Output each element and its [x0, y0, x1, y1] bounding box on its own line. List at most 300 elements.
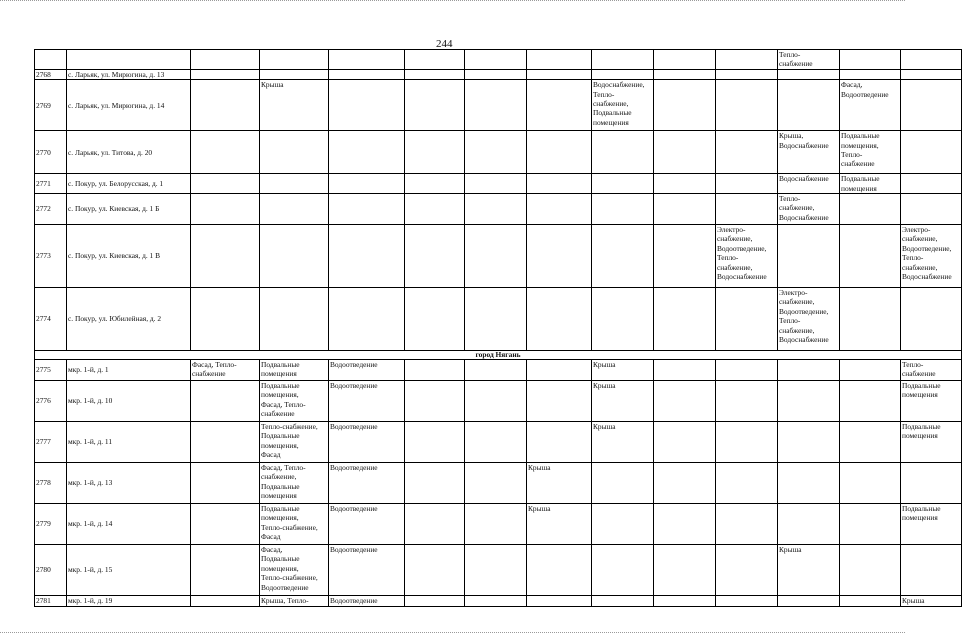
- work-type-cell: [191, 80, 260, 131]
- work-type-line: Подвальные: [902, 504, 941, 514]
- work-type-cell: [654, 596, 716, 607]
- work-type-cell: [405, 381, 465, 422]
- work-type-cell: [465, 360, 527, 381]
- work-type-cell: [716, 225, 778, 288]
- work-type-line: Тепло-снабжение,: [261, 573, 318, 583]
- work-type-cell: [716, 463, 778, 504]
- work-type-cell: [329, 596, 405, 607]
- work-type-line: Тепло-снабжение,: [261, 422, 318, 432]
- work-type-cell: [654, 381, 716, 422]
- work-type-cell: [329, 80, 405, 131]
- table-body: [35, 50, 962, 607]
- work-type-cell: [654, 131, 716, 174]
- work-type-cell: [465, 225, 527, 288]
- work-type-line: Водоотведение,: [717, 243, 767, 253]
- work-type-cell: [840, 463, 901, 504]
- work-type-line: Тепло-: [902, 360, 924, 370]
- work-type-line: Водоотведение,: [902, 243, 952, 253]
- work-type-cell: [329, 463, 405, 504]
- table-row: [35, 596, 962, 607]
- work-type-cell: [527, 360, 592, 381]
- row-number: 2768: [35, 69, 67, 79]
- work-type-cell: [465, 69, 527, 79]
- work-type-cell: [405, 80, 465, 131]
- work-type-cell: [592, 174, 654, 194]
- work-type-line: Водоотведение: [330, 596, 378, 606]
- work-type-cell: [527, 504, 592, 545]
- work-type-cell: [654, 545, 716, 596]
- address-cell: с. Покур, ул. Юбилейная, д. 2: [67, 288, 191, 351]
- work-type-cell: [465, 422, 527, 463]
- work-type-cell: [840, 381, 901, 422]
- work-type-cell: [592, 360, 654, 381]
- work-type-line: помещения,: [261, 513, 299, 523]
- address-cell: с. Покур, ул. Киевская, д. 1 В: [67, 225, 191, 288]
- work-type-line: помещения: [841, 183, 877, 193]
- work-type-line: Водоснабжение: [902, 272, 952, 282]
- work-type-cell: [592, 596, 654, 607]
- work-type-cell: [654, 225, 716, 288]
- work-type-cell: [260, 422, 329, 463]
- work-type-cell: [260, 463, 329, 504]
- table-row: [35, 194, 962, 225]
- work-type-cell: [405, 225, 465, 288]
- work-type-cell: [260, 360, 329, 381]
- work-type-cell: [778, 545, 840, 596]
- work-type-cell: [592, 422, 654, 463]
- work-type-line: Подвальные: [593, 108, 632, 118]
- work-type-cell: [901, 463, 962, 504]
- work-type-cell: [840, 174, 901, 194]
- work-type-line: снабжение,: [717, 234, 753, 244]
- work-type-line: Тепло-: [902, 253, 924, 263]
- work-type-line: Водоотведение: [330, 545, 378, 555]
- work-type-cell: [191, 69, 260, 79]
- work-type-line: Водоотведение: [841, 89, 889, 99]
- work-type-cell: [654, 504, 716, 545]
- table-row: [35, 422, 962, 463]
- work-type-line: Подвальные: [261, 554, 300, 564]
- work-type-line: Подвальные: [261, 504, 300, 514]
- work-type-cell: [191, 422, 260, 463]
- work-type-cell: [901, 80, 962, 131]
- address-cell: мкр. 1-й, д. 14: [67, 504, 191, 545]
- work-type-line: Тепло-: [779, 194, 801, 204]
- work-type-cell: [329, 360, 405, 381]
- work-type-cell: [465, 80, 527, 131]
- work-type-line: Крыша: [779, 545, 802, 555]
- work-type-cell: [592, 288, 654, 351]
- work-type-cell: [716, 596, 778, 607]
- row-number: 2770: [35, 131, 67, 174]
- work-type-line: Крыша: [528, 504, 551, 514]
- work-type-cell: [901, 504, 962, 545]
- work-type-cell: [901, 422, 962, 463]
- table-row: [35, 360, 962, 381]
- table-row: [35, 80, 962, 131]
- work-type-line: Подвальные: [261, 481, 300, 491]
- work-type-line: Тепло-: [593, 89, 615, 99]
- work-type-cell: [840, 131, 901, 174]
- table-row-top: [35, 50, 962, 70]
- address-cell: мкр. 1-й, д. 11: [67, 422, 191, 463]
- work-type-cell: [778, 174, 840, 194]
- table-row: [35, 225, 962, 288]
- work-type-cell: [527, 381, 592, 422]
- work-type-cell: [716, 80, 778, 131]
- work-type-line: помещения: [902, 390, 938, 400]
- work-type-line: Водоотведение: [330, 381, 378, 391]
- work-type-cell: [329, 131, 405, 174]
- work-type-cell: [191, 504, 260, 545]
- work-type-cell: [191, 131, 260, 174]
- row-number: 2775: [35, 360, 67, 381]
- page-number: 244: [436, 38, 453, 50]
- row-number: 2773: [35, 225, 67, 288]
- work-type-cell: [901, 69, 962, 79]
- work-type-cell: [405, 422, 465, 463]
- work-type-line: Подвальные: [841, 174, 880, 184]
- work-type-cell: [405, 174, 465, 194]
- work-type-cell: [191, 545, 260, 596]
- city-header: город Нягань: [35, 351, 962, 360]
- work-type-cell: [329, 174, 405, 194]
- work-type-cell: [329, 422, 405, 463]
- work-type-cell: [191, 174, 260, 194]
- work-type-cell: [592, 545, 654, 596]
- work-type-cell: [405, 504, 465, 545]
- work-type-line: Подвальные: [261, 431, 300, 441]
- work-type-cell: [716, 504, 778, 545]
- row-number: 2777: [35, 422, 67, 463]
- work-type-line: Крыша: [593, 360, 616, 370]
- work-type-cell: [778, 69, 840, 79]
- work-type-cell: [716, 131, 778, 174]
- row-number: 2780: [35, 545, 67, 596]
- work-type-cell: [716, 381, 778, 422]
- work-type-line: снабжение,: [902, 262, 938, 272]
- work-type-line: Электро-: [779, 288, 808, 298]
- work-type-line: помещения,: [261, 440, 299, 450]
- work-type-cell: [716, 545, 778, 596]
- work-type-cell: [260, 504, 329, 545]
- work-type-cell: [191, 596, 260, 607]
- work-type-line: Фасад: [261, 532, 281, 542]
- work-type-cell: [778, 596, 840, 607]
- work-type-cell: [654, 360, 716, 381]
- work-type-line: помещения,: [261, 390, 299, 400]
- work-type-cell: [592, 225, 654, 288]
- work-type-cell: [654, 174, 716, 194]
- work-type-cell: [778, 463, 840, 504]
- table-row: [35, 174, 962, 194]
- work-type-cell: [527, 80, 592, 131]
- work-type-line: Крыша: [528, 463, 551, 473]
- work-type-line: Тепло-: [841, 150, 863, 160]
- work-type-cell: [465, 288, 527, 351]
- work-type-cell: [901, 174, 962, 194]
- work-type-cell: [840, 194, 901, 225]
- work-type-cell: [527, 545, 592, 596]
- table-row: [35, 504, 962, 545]
- work-type-cell: [260, 69, 329, 79]
- work-type-cell: [592, 381, 654, 422]
- work-type-cell: [654, 80, 716, 131]
- work-type-cell: [405, 463, 465, 504]
- work-type-line: помещения,: [841, 140, 879, 150]
- work-type-cell: [405, 69, 465, 79]
- work-type-cell: [901, 596, 962, 607]
- work-type-cell: [527, 596, 592, 607]
- work-type-line: снабжение,: [779, 203, 815, 213]
- work-type-cell: [778, 194, 840, 225]
- table-row: [35, 131, 962, 174]
- work-type-cell: [329, 194, 405, 225]
- work-type-cell: [260, 174, 329, 194]
- work-type-cell: [901, 131, 962, 174]
- work-type-line: Крыша: [261, 80, 284, 90]
- work-type-cell: [260, 131, 329, 174]
- work-type-line: Водоотведение,: [779, 306, 829, 316]
- work-type-cell: [840, 422, 901, 463]
- work-type-cell: [465, 504, 527, 545]
- table-row: [35, 545, 962, 596]
- work-type-cell: [191, 225, 260, 288]
- row-number: 2769: [35, 80, 67, 131]
- work-type-line: Водоснабжение: [779, 174, 829, 184]
- work-type-cell: [260, 225, 329, 288]
- row-number: 2776: [35, 381, 67, 422]
- scan-edge-bottom: [0, 632, 905, 637]
- work-type-cell: [778, 422, 840, 463]
- work-type-line: снабжение,: [902, 234, 938, 244]
- work-type-line: Фасад,: [841, 80, 863, 90]
- work-type-line: Тепло-: [779, 316, 801, 326]
- work-type-line: Водоснабжение: [779, 335, 829, 345]
- work-type-line: Фасад,: [261, 545, 283, 555]
- table-row: [35, 463, 962, 504]
- work-type-cell: [405, 360, 465, 381]
- work-type-line: снабжение,: [717, 262, 753, 272]
- scan-edge-top: [0, 0, 905, 5]
- address-cell: с. Ларьяк, ул. Мирюгина, д. 14: [67, 80, 191, 131]
- work-type-cell: [778, 131, 840, 174]
- work-type-cell: [840, 545, 901, 596]
- work-type-line: Крыша, Тепло-: [261, 596, 309, 606]
- address-cell: мкр. 1-й, д. 13: [67, 463, 191, 504]
- work-type-cell: [778, 360, 840, 381]
- city-header-row: [35, 351, 962, 360]
- work-type-cell: [527, 69, 592, 79]
- work-type-cell: [329, 288, 405, 351]
- work-type-line: Водоснабжение: [717, 272, 767, 282]
- work-type-cell: [465, 131, 527, 174]
- table-row: [35, 288, 962, 351]
- work-type-cell: [901, 288, 962, 351]
- work-type-line: Крыша: [902, 596, 925, 606]
- work-type-line: помещения: [261, 369, 297, 379]
- work-type-line: снабжение,: [779, 325, 815, 335]
- work-type-line: Крыша: [593, 381, 616, 391]
- work-type-cell: [840, 360, 901, 381]
- work-type-cell: [654, 422, 716, 463]
- work-type-line: Крыша: [593, 422, 616, 432]
- work-type-line: Тепло-снабжение,: [261, 522, 318, 532]
- address-cell: с. Покур, ул. Киевская, д. 1 Б: [67, 194, 191, 225]
- work-type-cell: [840, 504, 901, 545]
- work-type-line: помещения: [902, 431, 938, 441]
- work-type-cell: [716, 174, 778, 194]
- work-type-cell: [405, 131, 465, 174]
- work-type-cell: [654, 288, 716, 351]
- work-type-cell: [260, 80, 329, 131]
- work-type-cell: [465, 463, 527, 504]
- work-type-cell: [465, 545, 527, 596]
- work-type-cell: [527, 194, 592, 225]
- work-type-line: Подвальные: [902, 381, 941, 391]
- work-type-cell: [840, 596, 901, 607]
- work-type-line: Водоотведение: [330, 504, 378, 514]
- address-cell: с. Покур, ул. Белорусская, д. 1: [67, 174, 191, 194]
- work-type-cell: [592, 131, 654, 174]
- address-cell: мкр. 1-й, д. 19: [67, 596, 191, 607]
- work-type-cell: [778, 225, 840, 288]
- address-cell: мкр. 1-й, д. 15: [67, 545, 191, 596]
- work-type-line: снабжение,: [593, 99, 629, 109]
- work-type-cell: [405, 194, 465, 225]
- work-type-cell: [716, 69, 778, 79]
- top-cell: Тепло- снабжение: [778, 50, 840, 70]
- work-type-line: снабжение,: [779, 297, 815, 307]
- work-type-line: снабжение: [192, 369, 226, 379]
- work-type-cell: [901, 545, 962, 596]
- work-type-cell: [527, 463, 592, 504]
- work-type-cell: [592, 80, 654, 131]
- work-type-cell: [840, 80, 901, 131]
- work-type-line: Электро-: [902, 225, 931, 235]
- work-type-cell: [592, 463, 654, 504]
- work-type-line: Водоснабжение: [779, 140, 829, 150]
- work-type-cell: [716, 360, 778, 381]
- work-type-line: Подвальные: [902, 422, 941, 432]
- work-type-cell: [465, 381, 527, 422]
- table-row: [35, 69, 962, 79]
- work-type-cell: [716, 288, 778, 351]
- row-number: 2772: [35, 194, 67, 225]
- work-type-cell: [405, 545, 465, 596]
- work-type-cell: [260, 288, 329, 351]
- work-type-cell: [716, 422, 778, 463]
- work-type-cell: [329, 545, 405, 596]
- work-type-cell: [901, 194, 962, 225]
- work-type-line: Водоотведение: [261, 582, 309, 592]
- work-type-line: Водоснабжение: [779, 212, 829, 222]
- work-type-line: снабжение,: [261, 472, 297, 482]
- work-type-line: снабжение: [261, 409, 295, 419]
- work-type-cell: [329, 225, 405, 288]
- work-type-cell: [840, 69, 901, 79]
- work-type-cell: [405, 596, 465, 607]
- work-type-cell: [592, 194, 654, 225]
- work-type-cell: [465, 174, 527, 194]
- work-type-cell: [527, 174, 592, 194]
- address-cell: с. Ларьяк, ул. Титова, д. 20: [67, 131, 191, 174]
- work-type-cell: [901, 381, 962, 422]
- work-type-cell: [405, 288, 465, 351]
- work-type-cell: [191, 194, 260, 225]
- work-type-line: Водоотведение: [330, 360, 378, 370]
- work-type-cell: [840, 225, 901, 288]
- work-type-line: Фасад: [261, 450, 281, 460]
- work-type-line: помещения: [593, 117, 629, 127]
- row-number: 2781: [35, 596, 67, 607]
- work-type-cell: [778, 80, 840, 131]
- work-type-cell: [716, 194, 778, 225]
- work-type-line: Подвальные: [261, 360, 300, 370]
- work-type-cell: [778, 381, 840, 422]
- work-type-line: помещения,: [261, 563, 299, 573]
- work-type-cell: [840, 288, 901, 351]
- work-type-cell: [260, 545, 329, 596]
- work-type-line: Водоснабжение,: [593, 80, 645, 90]
- work-type-cell: [592, 504, 654, 545]
- work-type-line: снабжение: [841, 159, 875, 169]
- work-type-cell: [260, 194, 329, 225]
- work-type-cell: [191, 360, 260, 381]
- work-type-line: снабжение: [902, 369, 936, 379]
- work-type-cell: [901, 360, 962, 381]
- work-type-cell: [654, 194, 716, 225]
- work-type-cell: [329, 504, 405, 545]
- work-type-cell: [901, 225, 962, 288]
- work-type-line: помещения: [261, 491, 297, 501]
- work-type-cell: [527, 288, 592, 351]
- address-cell: с. Ларьяк, ул. Мирюгина, д. 13: [67, 69, 191, 79]
- work-type-cell: [527, 225, 592, 288]
- work-type-cell: [465, 596, 527, 607]
- work-type-line: Крыша,: [779, 131, 804, 141]
- work-type-cell: [465, 194, 527, 225]
- work-type-cell: [329, 381, 405, 422]
- row-number: 2774: [35, 288, 67, 351]
- work-type-cell: [778, 504, 840, 545]
- work-type-line: Подвальные: [841, 131, 880, 141]
- work-type-cell: [191, 463, 260, 504]
- address-cell: мкр. 1-й, д. 10: [67, 381, 191, 422]
- work-type-line: Фасад, Тепло-: [261, 463, 306, 473]
- address-cell: мкр. 1-й, д. 1: [67, 360, 191, 381]
- work-type-cell: [527, 422, 592, 463]
- work-type-cell: [260, 596, 329, 607]
- table-row: [35, 381, 962, 422]
- row-number: 2779: [35, 504, 67, 545]
- work-type-line: Тепло-: [717, 253, 739, 263]
- work-type-cell: [592, 69, 654, 79]
- work-type-line: Электро-: [717, 225, 746, 235]
- work-type-cell: [260, 381, 329, 422]
- work-type-cell: [778, 288, 840, 351]
- work-type-cell: [654, 463, 716, 504]
- work-type-cell: [527, 131, 592, 174]
- work-type-cell: [191, 381, 260, 422]
- work-type-line: помещения: [902, 513, 938, 523]
- work-type-cell: [191, 288, 260, 351]
- repair-schedule-table: [34, 49, 962, 607]
- work-type-line: Водоотведение: [330, 422, 378, 432]
- row-number: 2771: [35, 174, 67, 194]
- row-number: 2778: [35, 463, 67, 504]
- work-type-line: Фасад, Тепло-: [192, 360, 237, 370]
